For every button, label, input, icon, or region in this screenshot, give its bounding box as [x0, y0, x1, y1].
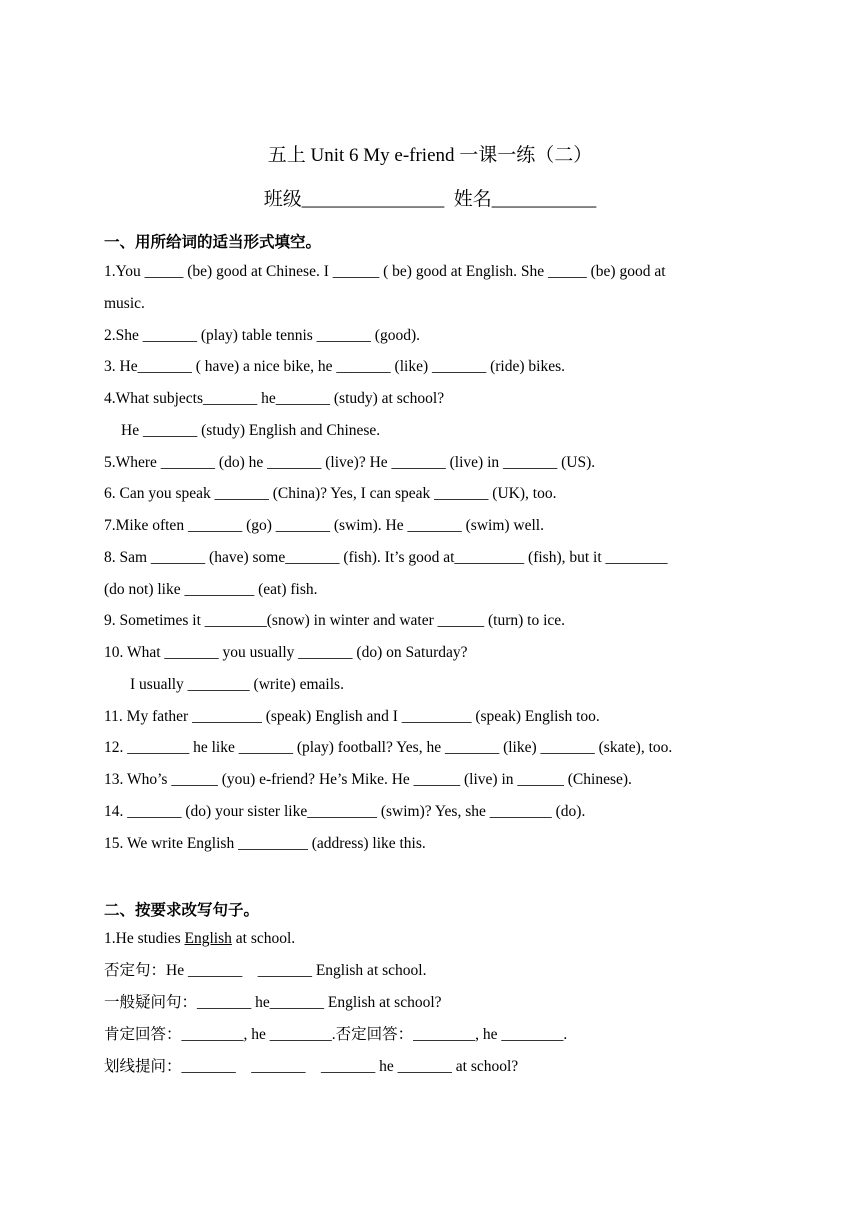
page-title: 五上 Unit 6 My e-friend 一课一练（二）: [267, 145, 593, 166]
exercise-line: 10. What _______ you usually _______ (do) on Saturday?: [104, 644, 468, 661]
exercise-line: 13. Who’s ______ (you) e-friend? He’s Mike. He ______ (live) in ______ (Chinese).: [104, 771, 632, 788]
exercise-line: 12. ________ he like _______ (play) football? Yes, he _______ (like) _______ (skate), too.: [104, 739, 673, 756]
exercise-line: 2.She _______ (play) table tennis _______ (good).: [104, 327, 420, 344]
section1-heading: 一、用所给词的适当形式填空。: [104, 233, 322, 251]
sentence-start: 1.He studies: [104, 930, 185, 947]
exercise-line: 11. My father _________ (speak) English and I _________ (speak) English too.: [104, 708, 600, 725]
section2-heading: 二、按要求改写句子。: [104, 901, 260, 919]
exercise-line: 14. _______ (do) your sister like_________ (swim)? Yes, she ________ (do).: [104, 803, 586, 820]
exercise-line: music.: [104, 295, 145, 312]
exercise-line: 1.You _____ (be) good at Chinese. I ______ ( be) good at English. She _____ (be) good at: [104, 263, 666, 280]
sentence-end: at school.: [231, 930, 296, 947]
underlined-word: English: [184, 930, 232, 947]
rewrite-sentence: [104, 929, 295, 949]
exercise-line: 4.What subjects_______ he_______ (study) at school?: [104, 390, 445, 407]
rewrite-line: 一般疑问句：_______ he_______ English at school?: [104, 994, 442, 1011]
exercise-line: 6. Can you speak _______ (China)? Yes, I can speak _______ (UK), too.: [104, 485, 557, 502]
exercise-line: I usually ________ (write) emails.: [130, 676, 344, 693]
exercise-line: He _______ (study) English and Chinese.: [121, 422, 381, 439]
exercise-line: 7.Mike often _______ (go) _______ (swim). He _______ (swim) well.: [104, 517, 544, 534]
exercise-line: (do not) like _________ (eat) fish.: [104, 581, 318, 598]
exercise-line: 9. Sometimes it ________(snow) in winter and water ______ (turn) to ice.: [104, 612, 566, 629]
rewrite-line: 划线提问：_______ _______ _______ he _______ at school?: [104, 1058, 519, 1075]
exercise-line: 15. We write English _________ (address) like this.: [104, 835, 426, 852]
exercise-line: 5.Where _______ (do) he _______ (live)? He _______ (live) in _______ (US).: [104, 454, 596, 471]
exercise-line: 3. He_______ ( have) a nice bike, he _______ (like) _______ (ride) bikes.: [104, 358, 565, 375]
exercise-line: 8. Sam _______ (have) some_______ (fish). It’s good at_________ (fish), but it ________: [104, 549, 668, 566]
rewrite-line: 肯定回答：________, he ________.否定回答：________, he ________.: [104, 1026, 568, 1043]
class-name-line: 班级_______________ 姓名___________: [263, 189, 597, 210]
rewrite-line: 否定句：He _______ _______ English at school.: [104, 962, 427, 979]
